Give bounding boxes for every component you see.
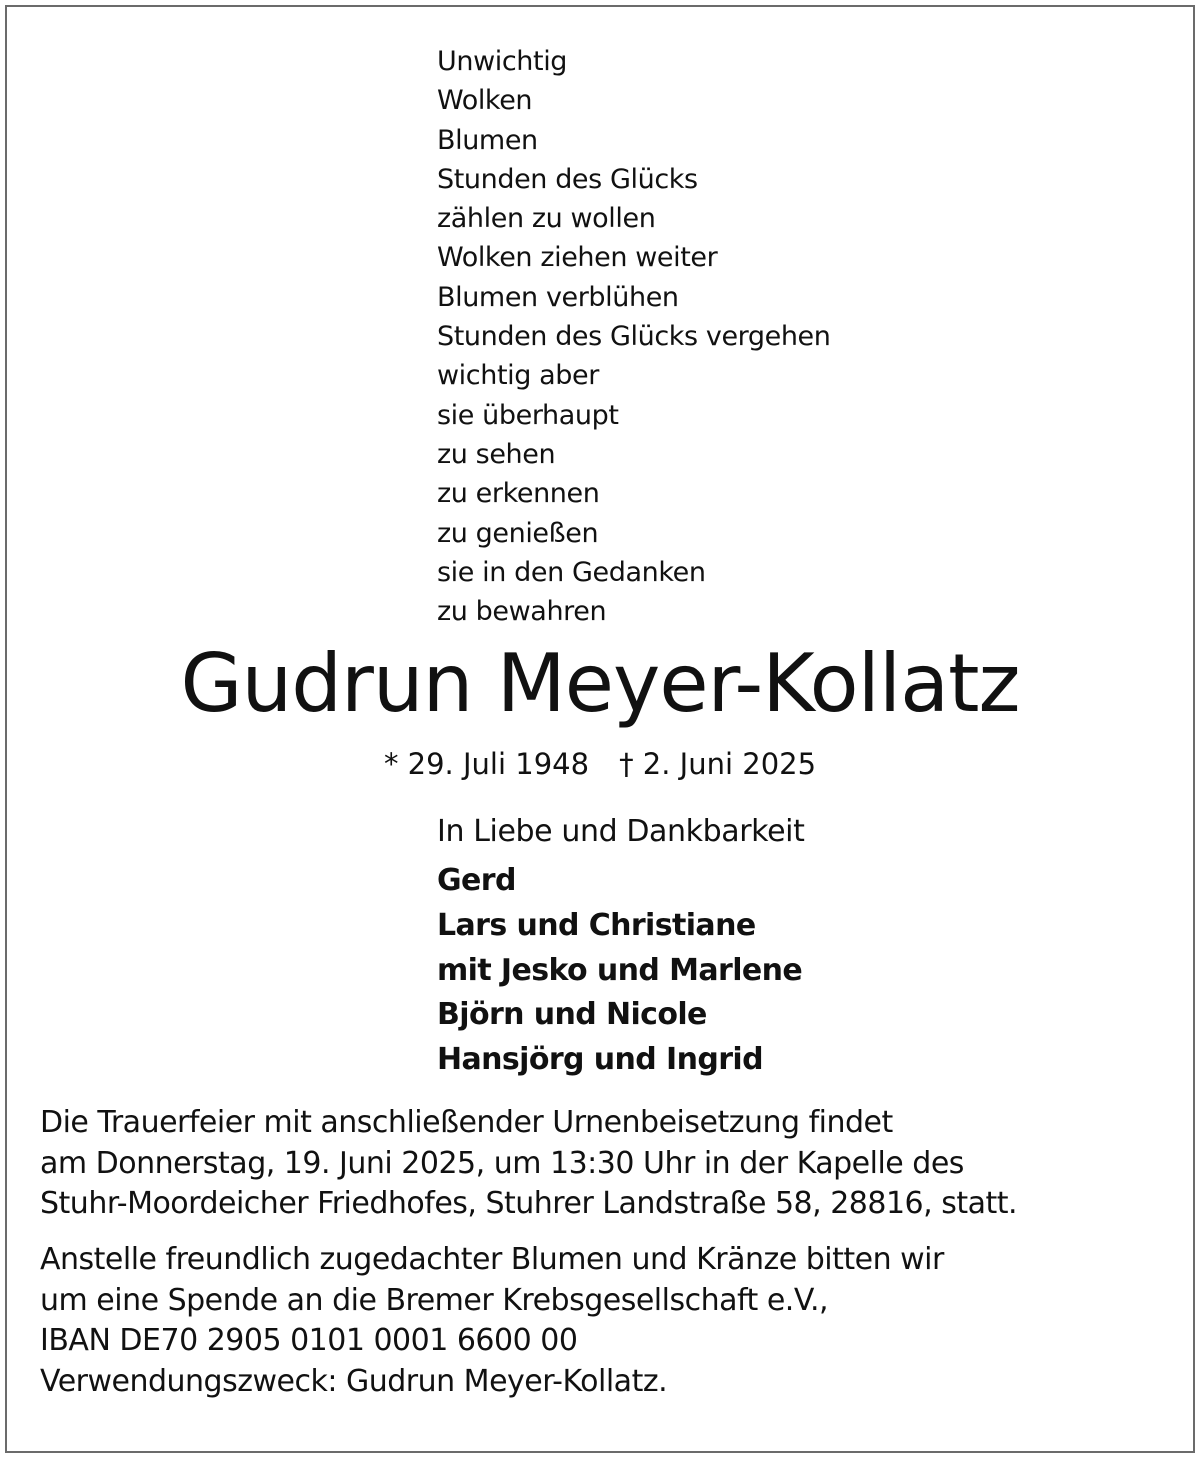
poem-line: Wolken ziehen weiter [437,242,718,274]
donation-line: Anstelle freundlich zugedachter Blumen und Kränze bitten wir [40,1242,944,1277]
service-line: Die Trauerfeier mit anschließender Urnenbeisetzung findet [40,1105,893,1140]
mourner-name: mit Jesko und Marlene [437,952,803,988]
purpose-line: Verwendungszweck: Gudrun Meyer-Kollatz. [40,1364,668,1400]
life-dates [0,744,1200,784]
donation-line: um eine Spende an die Bremer Krebsgesellschaft e.V., [40,1282,829,1318]
service-line: am Donnerstag, 19. Juni 2025, um 13:30 Uhr in der Kapelle des [40,1145,964,1181]
death-date: † 2. Juni 2025 [619,747,817,781]
poem-line: Blumen [437,124,538,156]
deceased-name: Gudrun Meyer-Kollatz [180,637,1020,730]
poem-line: zu bewahren [437,596,607,628]
poem-line: zu sehen [437,438,556,470]
poem [437,42,830,631]
poem-line: sie überhaupt [437,399,619,431]
poem-line: Blumen verblühen [437,281,679,313]
donation-info [40,1240,1180,1403]
funeral-service-info [40,1103,1180,1225]
mourner-name: Gerd [437,863,516,898]
dedication-line: In Liebe und Dankbarkeit [437,814,805,849]
service-line: Stuhr-Moordeicher Friedhofes, Stuhrer Landstraße 58, 28816, statt. [40,1186,1018,1222]
poem-line: Wolken [437,85,533,117]
poem-line: Unwichtig [437,46,568,77]
poem-line: Stunden des Glücks [437,163,698,195]
poem-line: zählen zu wollen [437,203,656,235]
iban-line: IBAN DE70 2905 0101 0001 6600 00 [40,1323,578,1359]
mourner-name: Björn und Nicole [437,997,707,1033]
poem-line: zu genießen [437,517,599,549]
mourner-name: Lars und Christiane [437,907,756,943]
birth-date: * 29. Juli 1948 [383,747,590,781]
poem-line: wichtig aber [437,360,599,392]
poem-line: zu erkennen [437,478,600,510]
poem-line: Stunden des Glücks vergehen [437,321,831,353]
mourner-name: Hansjörg und Ingrid [437,1042,763,1078]
mourners-list [437,859,802,1083]
poem-line: sie in den Gedanken [437,556,706,588]
